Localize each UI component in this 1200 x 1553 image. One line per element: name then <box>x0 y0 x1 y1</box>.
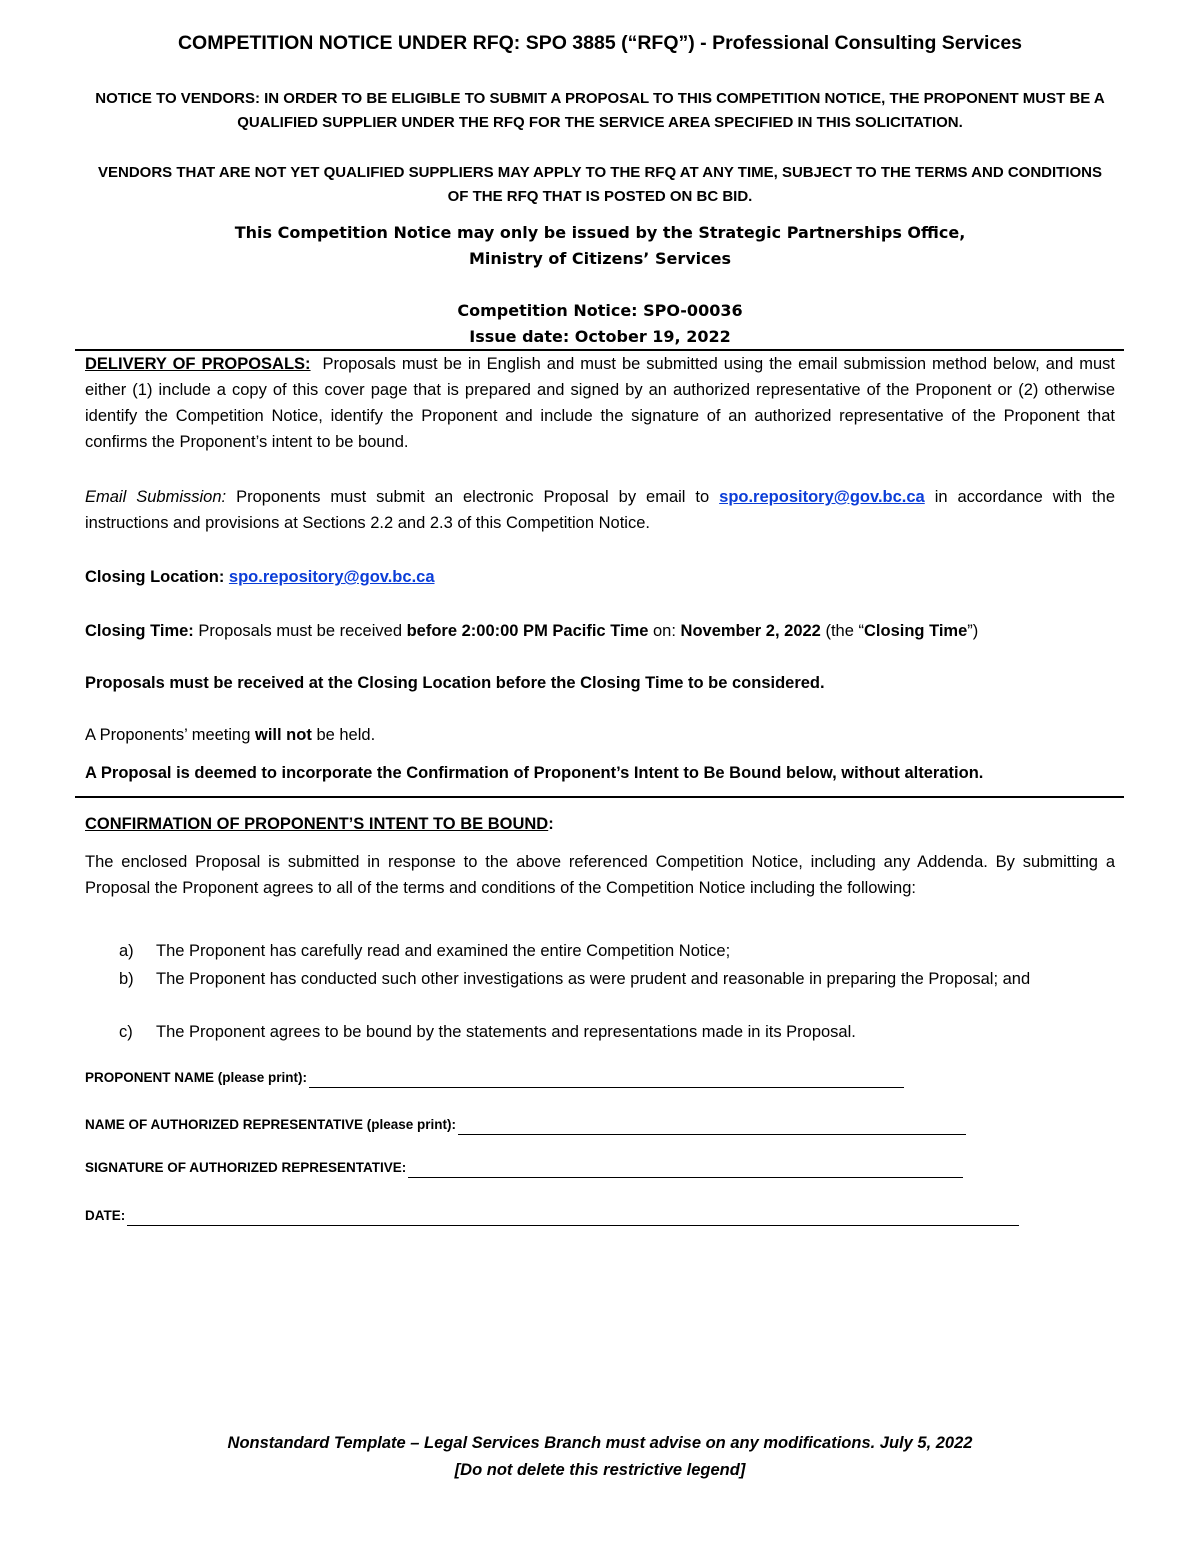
date-field <box>85 1206 1019 1226</box>
closing-time <box>85 618 1115 644</box>
proponent-name-field <box>85 1068 904 1088</box>
proponent-name-input-line[interactable] <box>309 1073 904 1088</box>
list-item <box>85 938 1115 964</box>
list-item <box>85 966 1115 992</box>
competition-info <box>0 298 1200 350</box>
closing-time-on: on: <box>653 622 676 640</box>
closing-date: November 2, 2022 <box>680 622 821 640</box>
proponents-meeting <box>85 722 1115 748</box>
confirmation-heading-wrap <box>85 811 1115 837</box>
email-submission-paragraph <box>85 484 1115 536</box>
rep-name-label: NAME OF AUTHORIZED REPRESENTATIVE (please print): <box>85 1117 457 1132</box>
list-item-text: The Proponent has carefully read and examined the entire Competition Notice; <box>156 942 731 960</box>
list-item <box>85 1019 1115 1045</box>
list-item-text: The Proponent agrees to be bound by the statements and representations made in its Proposal. <box>156 1023 856 1041</box>
confirmation-heading-colon: : <box>548 815 554 833</box>
date-input-line[interactable] <box>127 1211 1019 1226</box>
footer-line2: [Do not delete this restrictive legend] <box>454 1461 746 1479</box>
delivery-paragraph <box>85 351 1115 455</box>
issue-date: Issue date: October 19, 2022 <box>469 327 731 346</box>
notice-to-vendors: NOTICE TO VENDORS: IN ORDER TO BE ELIGIBLE TO SUBMIT A PROPOSAL TO THIS COMPETITION NOTICE, THE PROPONENT MUST BE A QUALIFIED SUPPLIER UNDER THE RFQ FOR THE SERVICE AREA SPECIFIED IN THIS SOLICITATION. <box>95 90 1105 131</box>
document-title: COMPETITION NOTICE UNDER RFQ: SPO 3885 (“RFQ”) - Professional Consulting Services <box>177 32 1023 54</box>
closing-location <box>85 564 1115 590</box>
closing-time-zone: Pacific Time <box>552 622 649 640</box>
email-submission-label: Email Submission: <box>85 488 227 506</box>
delivery-text: Proposals must be in English and must be submitted using the email submission method below, and must either (1) include a copy of this cover page that is prepared and signed by an authorized representative of the Proponent or (2) otherwise identify the Competition Notice, identify the Proponent and include the signature of an authorized representative of the Proponent that confirms the Proponent’s intent to be bound. <box>85 355 1115 451</box>
competition-notice-number: Competition Notice: SPO-00036 <box>457 301 743 320</box>
closing-time-text: Proposals must be received <box>198 622 402 640</box>
proponent-name-label: PROPONENT NAME (please print): <box>85 1070 308 1085</box>
closing-location-label: Closing Location: <box>85 568 225 586</box>
signature-input-line[interactable] <box>408 1163 963 1178</box>
confirmation-heading: CONFIRMATION OF PROPONENT’S INTENT TO BE BOUND <box>85 815 549 833</box>
signature-field <box>85 1158 963 1178</box>
email-submission-text-after: in accordance with the instructions and provisions at Sections 2.2 and 2.3 of this Competition Notice. <box>85 488 1115 532</box>
delivery-heading: DELIVERY OF PROPOSALS: <box>85 355 311 373</box>
notice-not-qualified: VENDORS THAT ARE NOT YET QUALIFIED SUPPLIERS MAY APPLY TO THE RFQ AT ANY TIME, SUBJECT TO THE TERMS AND CONDITIONS OF THE RFQ THAT IS POSTED ON BC BID. <box>98 164 1102 205</box>
divider-bottom <box>75 796 1124 798</box>
meeting-text: A Proponents’ meeting <box>85 726 251 744</box>
issued-by-line1: This Competition Notice may only be issued by the Strategic Partnerships Office, <box>234 223 966 242</box>
issued-by <box>0 220 1200 272</box>
email-submission-text: Proponents must submit an electronic Proposal by email to <box>236 488 710 506</box>
must-receive-statement: Proposals must be received at the Closing Location before the Closing Time to be considered. <box>85 674 825 692</box>
meeting-text-end: be held. <box>316 726 376 744</box>
email-submission-link[interactable]: spo.repository@gov.bc.ca <box>719 488 925 506</box>
closing-time-label: Closing Time: <box>85 622 194 640</box>
closing-time-paren-close: ”) <box>967 622 979 640</box>
meeting-will-not: will not <box>255 726 312 744</box>
confirmation-intro: The enclosed Proposal is submitted in response to the above referenced Competition Notice, including any Addenda. By submitting a Proposal the Proponent agrees to all of the terms and conditions of the Competition Notice including the following: <box>85 853 1115 897</box>
footer-legend <box>0 1430 1200 1484</box>
issued-by-line2: Ministry of Citizens’ Services <box>469 249 731 268</box>
rep-name-input-line[interactable] <box>458 1120 966 1135</box>
date-label: DATE: <box>85 1208 126 1223</box>
list-marker: b) <box>119 970 134 988</box>
list-marker: c) <box>119 1023 133 1041</box>
deemed-statement: A Proposal is deemed to incorporate the Confirmation of Proponent’s Intent to Be Bound below, without alteration. <box>85 764 984 782</box>
signature-label: SIGNATURE OF AUTHORIZED REPRESENTATIVE: <box>85 1160 407 1175</box>
closing-time-hour: before 2:00:00 PM <box>406 622 548 640</box>
rep-name-field <box>85 1115 966 1135</box>
closing-time-term: Closing Time <box>863 622 968 640</box>
closing-time-paren-open: (the “ <box>825 622 864 640</box>
list-item-text: The Proponent has conducted such other investigations as were prudent and reasonable in preparing the Proposal; and <box>156 970 1031 988</box>
footer-line1: Nonstandard Template – Legal Services Branch must advise on any modifications. July 5, 2022 <box>227 1434 973 1452</box>
closing-location-link[interactable]: spo.repository@gov.bc.ca <box>228 568 435 586</box>
list-marker: a) <box>119 942 134 960</box>
